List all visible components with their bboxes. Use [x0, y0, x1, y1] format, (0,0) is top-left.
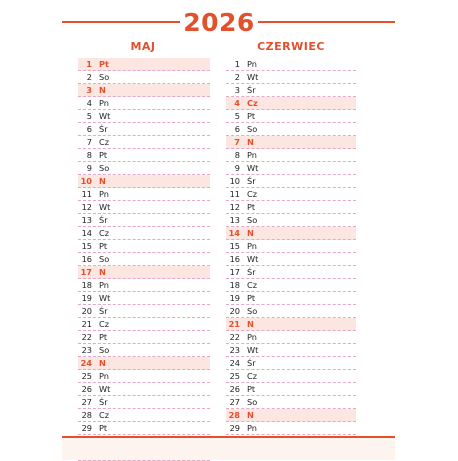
day-row [78, 344, 210, 357]
weekday-abbr: Pn [99, 371, 109, 381]
day-number: 15 [229, 241, 240, 251]
day-number: 3 [86, 85, 92, 95]
weekday-abbr: Pn [247, 423, 257, 433]
weekday-abbr: Śr [247, 358, 256, 368]
weekday-abbr: Pn [247, 332, 257, 342]
weekday-abbr: Pt [99, 332, 108, 342]
day-row [226, 162, 356, 175]
weekday-abbr: So [247, 306, 258, 316]
weekday-abbr: Pt [247, 111, 256, 121]
weekday-abbr: Pt [99, 150, 108, 160]
day-row [78, 383, 210, 396]
day-number: 25 [229, 371, 240, 381]
day-row [226, 201, 356, 214]
day-row [78, 422, 210, 435]
weekday-abbr: Śr [247, 176, 256, 186]
month-column-maj [78, 58, 210, 461]
day-number: 14 [81, 228, 92, 238]
day-number: 6 [86, 124, 92, 134]
day-number: 5 [234, 111, 240, 121]
day-number: 16 [81, 254, 92, 264]
day-number: 8 [234, 150, 240, 160]
day-number: 1 [86, 59, 92, 69]
day-number: 19 [229, 293, 240, 303]
day-row [78, 292, 210, 305]
day-row [78, 162, 210, 175]
weekday-abbr: Pt [247, 202, 256, 212]
day-row [78, 318, 210, 331]
day-number: 7 [234, 137, 240, 147]
day-number: 4 [86, 98, 92, 108]
day-row [226, 227, 356, 240]
day-number: 1 [234, 59, 240, 69]
weekday-abbr: Wt [247, 72, 259, 82]
day-row [78, 305, 210, 318]
day-number: 18 [229, 280, 240, 290]
day-row [78, 84, 210, 97]
day-row [226, 188, 356, 201]
day-row [78, 331, 210, 344]
day-row [78, 357, 210, 370]
day-number: 2 [86, 72, 92, 82]
weekday-abbr: Pn [247, 241, 257, 251]
weekday-abbr: Pt [247, 384, 256, 394]
day-number: 13 [81, 215, 92, 225]
day-number: 11 [81, 189, 92, 199]
day-row [226, 357, 356, 370]
day-number: 20 [81, 306, 92, 316]
day-row [226, 240, 356, 253]
weekday-abbr: Cz [247, 280, 258, 290]
weekday-abbr: Wt [247, 163, 259, 173]
weekday-abbr: Cz [99, 137, 110, 147]
day-number: 11 [229, 189, 240, 199]
month-column-czerwiec [226, 58, 356, 448]
day-row [226, 370, 356, 383]
day-row [78, 58, 210, 71]
header-rule-right [258, 21, 395, 23]
weekday-abbr: Pn [99, 280, 109, 290]
weekday-abbr: N [99, 267, 106, 277]
day-number: 27 [229, 397, 240, 407]
weekday-abbr: Pt [99, 423, 108, 433]
day-number: 15 [81, 241, 92, 251]
day-row [226, 97, 356, 110]
day-number: 10 [80, 176, 92, 186]
weekday-abbr: Pn [247, 150, 257, 160]
weekday-abbr: Wt [99, 293, 111, 303]
weekday-abbr: So [247, 397, 258, 407]
weekday-abbr: So [247, 215, 258, 225]
day-number: 21 [228, 319, 240, 329]
day-number: 12 [81, 202, 92, 212]
weekday-abbr: N [247, 137, 254, 147]
day-row [226, 396, 356, 409]
header-rule-left [62, 21, 180, 23]
footer-notes-area [62, 436, 395, 460]
month-title-maj: MAJ [130, 40, 156, 53]
day-row [78, 396, 210, 409]
weekday-abbr: Cz [247, 371, 258, 381]
day-number: 20 [229, 306, 240, 316]
weekday-abbr: N [99, 358, 106, 368]
day-number: 23 [229, 345, 240, 355]
day-row [78, 110, 210, 123]
weekday-abbr: Śr [247, 85, 256, 95]
weekday-abbr: Cz [99, 410, 110, 420]
day-row [226, 214, 356, 227]
day-number: 8 [86, 150, 92, 160]
day-number: 23 [81, 345, 92, 355]
weekday-abbr: Wt [99, 384, 111, 394]
weekday-abbr: N [247, 410, 254, 420]
day-row [226, 279, 356, 292]
day-number: 28 [228, 410, 240, 420]
day-row [78, 214, 210, 227]
weekday-abbr: Wt [247, 254, 259, 264]
weekday-abbr: So [99, 72, 110, 82]
day-row [226, 318, 356, 331]
day-number: 24 [80, 358, 92, 368]
day-number: 22 [81, 332, 92, 342]
weekday-abbr: N [247, 228, 254, 238]
day-row [226, 266, 356, 279]
day-row [78, 149, 210, 162]
day-row [78, 266, 210, 279]
day-row [78, 97, 210, 110]
day-row [226, 110, 356, 123]
weekday-abbr: So [99, 163, 110, 173]
day-row [78, 175, 210, 188]
day-number: 29 [81, 423, 92, 433]
weekday-abbr: Śr [247, 267, 256, 277]
day-row [226, 149, 356, 162]
weekday-abbr: Śr [99, 215, 108, 225]
day-row [226, 422, 356, 435]
day-row [226, 175, 356, 188]
day-row [226, 383, 356, 396]
weekday-abbr: Wt [99, 202, 111, 212]
day-row [226, 71, 356, 84]
day-row [78, 370, 210, 383]
day-number: 25 [81, 371, 92, 381]
day-row [78, 123, 210, 136]
day-number: 28 [81, 410, 92, 420]
day-number: 6 [234, 124, 240, 134]
day-row [78, 240, 210, 253]
weekday-abbr: Wt [99, 111, 111, 121]
day-number: 12 [229, 202, 240, 212]
day-number: 18 [81, 280, 92, 290]
weekday-abbr: Śr [99, 124, 108, 134]
day-row [226, 344, 356, 357]
day-row [226, 331, 356, 344]
day-number: 7 [86, 137, 92, 147]
day-row [226, 409, 356, 422]
day-row [226, 292, 356, 305]
day-number: 21 [81, 319, 92, 329]
weekday-abbr: Cz [99, 228, 110, 238]
weekday-abbr: Wt [247, 345, 259, 355]
day-number: 4 [234, 98, 240, 108]
weekday-abbr: So [99, 345, 110, 355]
weekday-abbr: Pt [99, 59, 109, 69]
day-number: 2 [234, 72, 240, 82]
year-title: 2026 [183, 8, 255, 37]
day-number: 14 [228, 228, 240, 238]
day-number: 10 [229, 176, 240, 186]
weekday-abbr: N [247, 319, 254, 329]
day-number: 17 [80, 267, 92, 277]
weekday-abbr: So [99, 254, 110, 264]
weekday-abbr: N [99, 176, 106, 186]
day-number: 13 [229, 215, 240, 225]
weekday-abbr: Cz [99, 319, 110, 329]
month-title-czerwiec: CZERWIEC [257, 40, 325, 53]
weekday-abbr: Pt [247, 293, 256, 303]
day-row [78, 71, 210, 84]
day-number: 29 [229, 423, 240, 433]
weekday-abbr: Pn [99, 189, 109, 199]
day-row [226, 253, 356, 266]
day-row [78, 279, 210, 292]
weekday-abbr: Cz [247, 98, 258, 108]
weekday-abbr: Cz [247, 189, 258, 199]
day-row [226, 123, 356, 136]
day-number: 26 [229, 384, 240, 394]
weekday-abbr: Śr [99, 397, 108, 407]
day-row [78, 409, 210, 422]
day-row [78, 253, 210, 266]
day-number: 9 [234, 163, 240, 173]
day-number: 9 [86, 163, 92, 173]
weekday-abbr: Pn [247, 59, 257, 69]
day-row [226, 84, 356, 97]
day-row [78, 227, 210, 240]
day-number: 16 [229, 254, 240, 264]
weekday-abbr: Pt [99, 241, 108, 251]
day-number: 17 [229, 267, 240, 277]
day-number: 27 [81, 397, 92, 407]
weekday-abbr: Pn [99, 98, 109, 108]
day-number: 5 [86, 111, 92, 121]
weekday-abbr: So [247, 124, 258, 134]
day-row [78, 136, 210, 149]
day-number: 22 [229, 332, 240, 342]
day-row [78, 201, 210, 214]
day-number: 26 [81, 384, 92, 394]
day-row [226, 58, 356, 71]
day-number: 19 [81, 293, 92, 303]
day-row [226, 305, 356, 318]
weekday-abbr: Śr [99, 306, 108, 316]
day-row [78, 188, 210, 201]
day-number: 3 [234, 85, 240, 95]
weekday-abbr: N [99, 85, 106, 95]
day-number: 24 [229, 358, 240, 368]
day-row [226, 136, 356, 149]
